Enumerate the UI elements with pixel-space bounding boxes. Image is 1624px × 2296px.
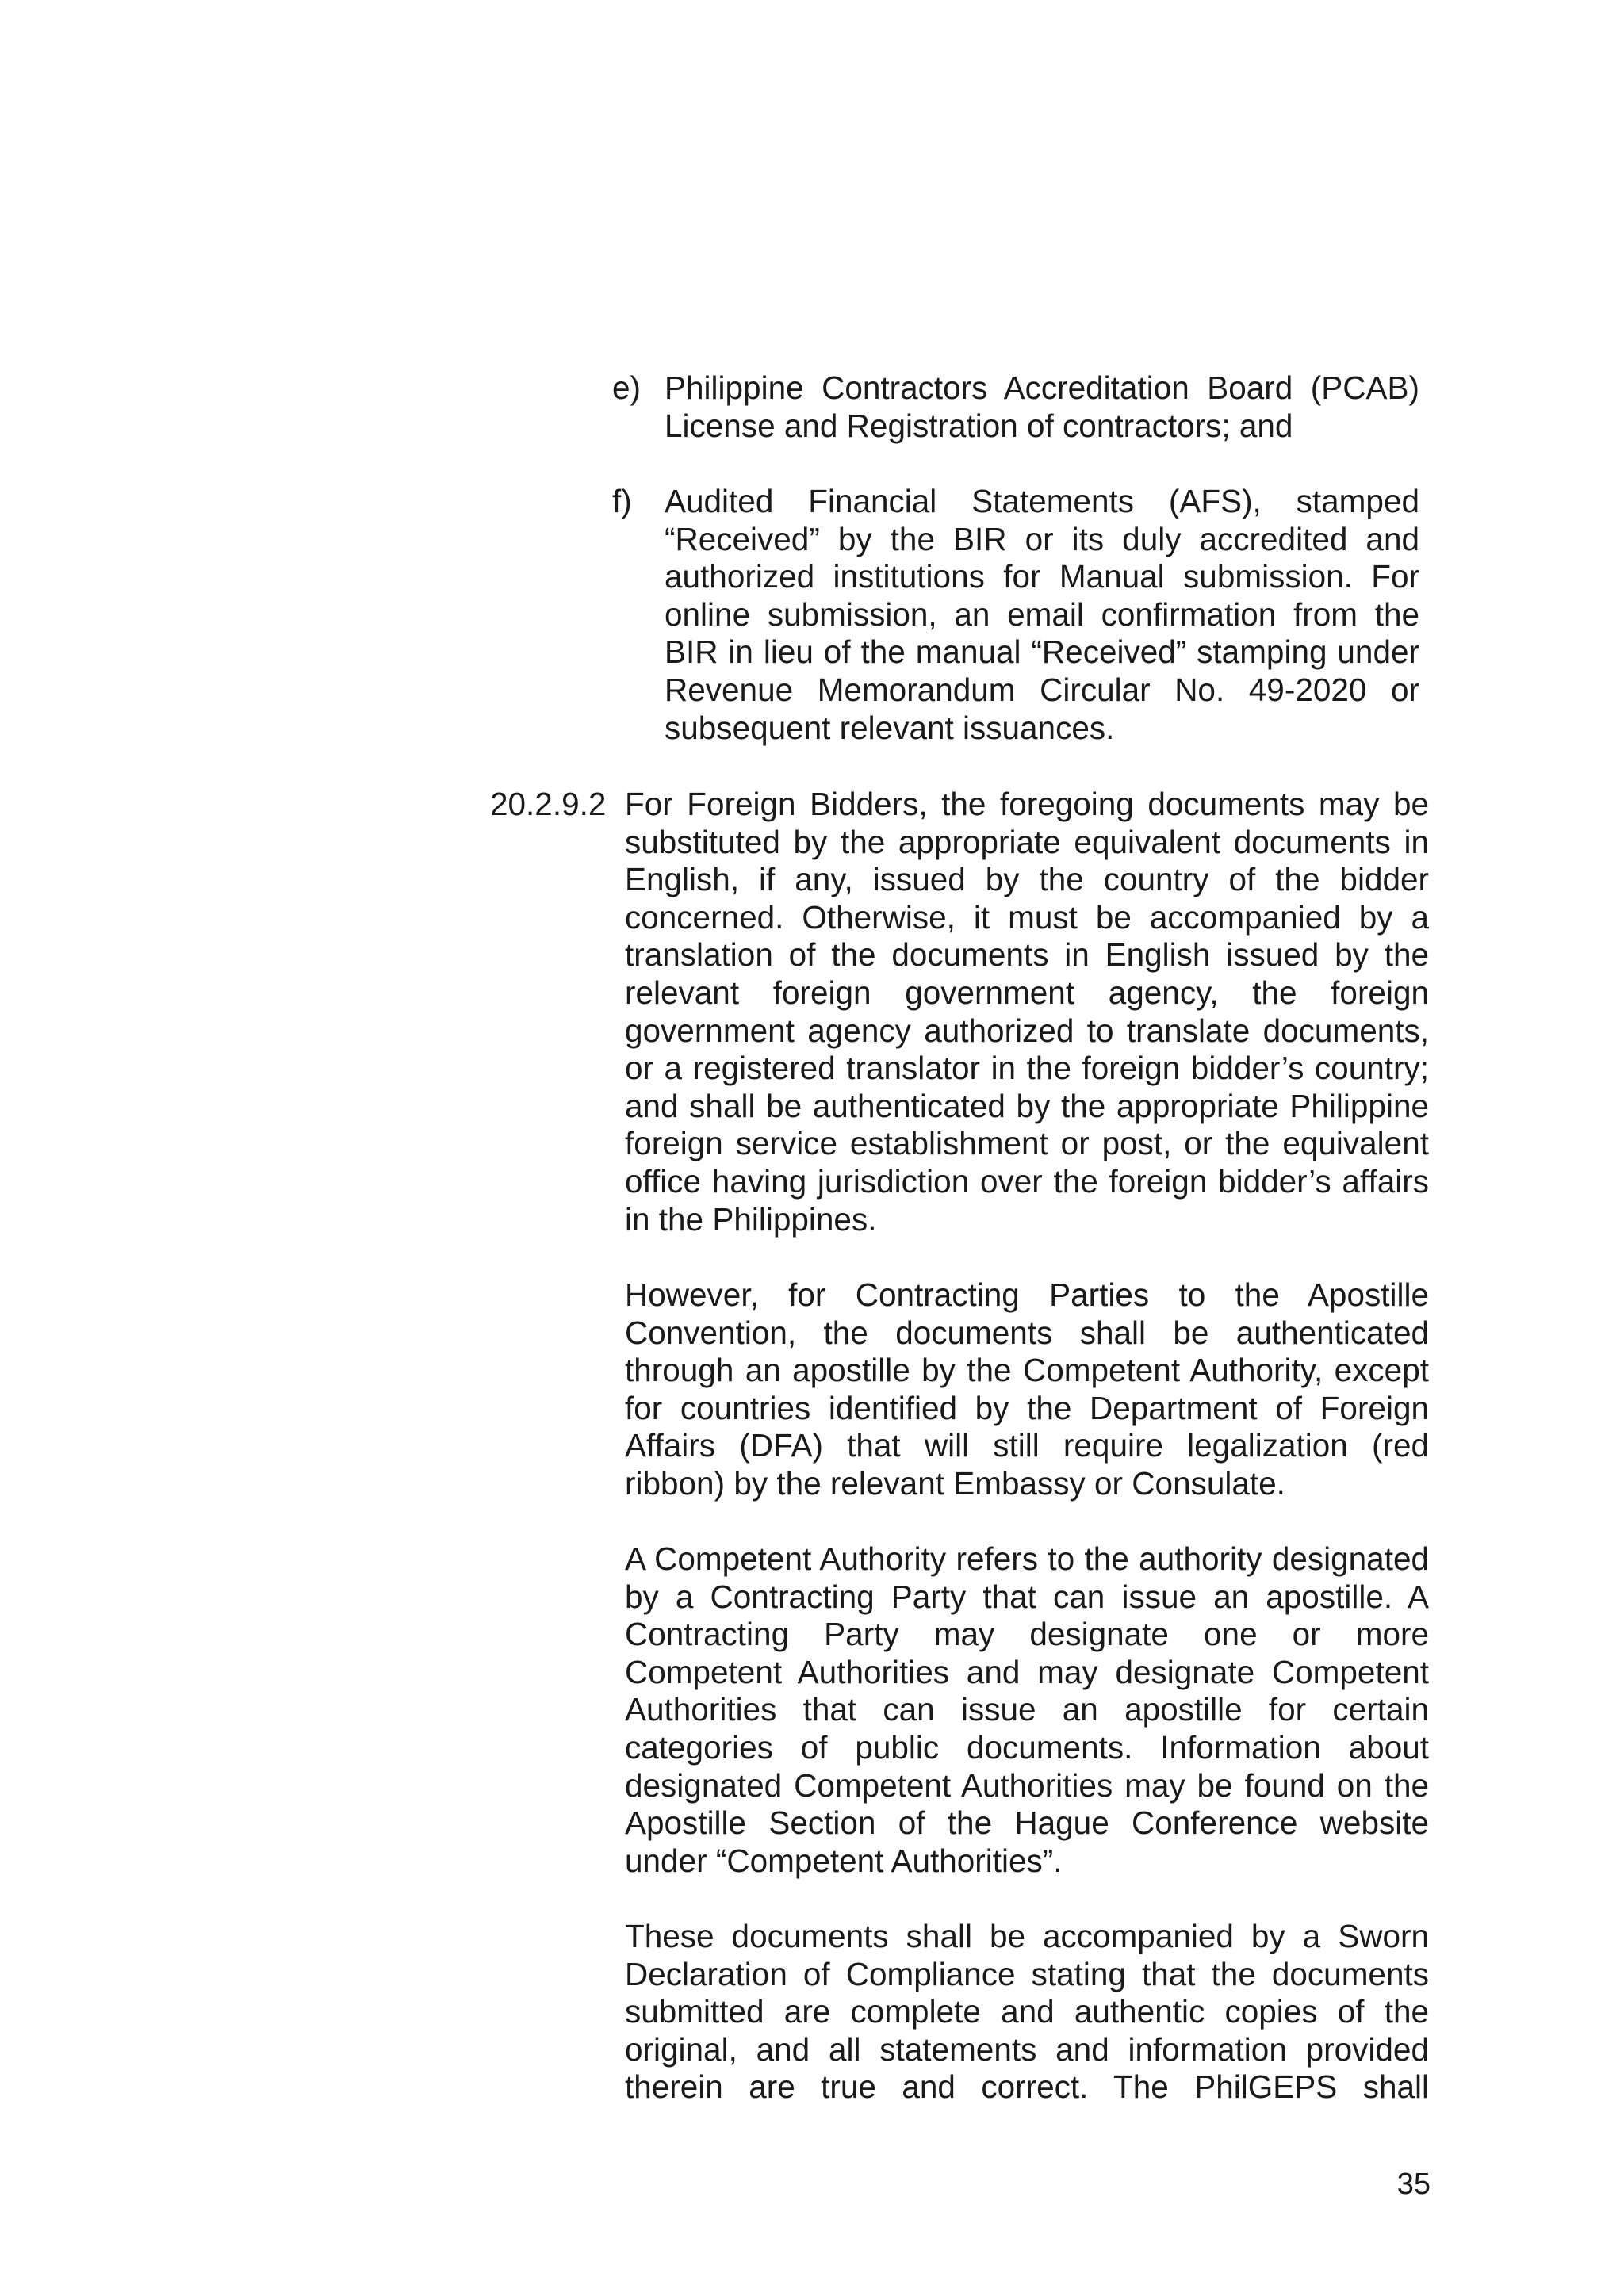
list-item-f-text: Audited Financial Statements (AFS), stamped “Received” by the BIR or its duly accredited and authorized institutions for Manual submission. For online submission, an email confirmation from the BIR in lieu of the manual “Received” stamping under Revenue Memorandum Circular No. 49-2020 or subsequent relevant issuances. xyxy=(665,483,1419,746)
page-number: 35 xyxy=(1396,2168,1431,2201)
list-item-e-label: e) xyxy=(612,369,642,406)
list-item-f-label: f) xyxy=(612,483,632,519)
section-paragraph-1: For Foreign Bidders, the foregoing documents may be substituted by the appropriate equivalent documents in English, if any, issued by the country of the bidder concerned. Otherwise, it must be accompanied by a translation of the documents in English issued by the relevant foreign government agency, the foreign government agency authorized to translate documents, or a registered translator in the foreign bidder’s country; and shall be authenticated by the appropriate Philippine foreign service establishment or post, or the equivalent office having jurisdiction over the foreign bidder’s affairs in the Philippines. xyxy=(625,786,1429,1238)
section-paragraph-3: A Competent Authority refers to the authority designated by a Contracting Party that can issue an apostille. A Contracting Party may designate one or more Competent Authorities and may designate Competent Authorities that can issue an apostille for certain categories of public documents. Information about designated Competent Authorities may be found on the Apostille Section of the Hague Conference website under “Competent Authorities”. xyxy=(625,1540,1429,1879)
section-paragraph-4: These documents shall be accompanied by a Sworn Declaration of Compliance stating that the documents submitted are complete and authentic copies of the original, and all statements and information provided therein are true and correct. The PhilGEPS shall xyxy=(625,1918,1429,2106)
list-item-e-text: Philippine Contractors Accreditation Board (PCAB) License and Registration of contractors; and xyxy=(665,369,1419,444)
section-paragraph-2: However, for Contracting Parties to the Apostille Convention, the documents shall be authenticated through an apostille by the Competent Authority, except for countries identified by the Department of Foreign Affairs (DFA) that will still require legalization (red ribbon) by the relevant Embassy or Consulate. xyxy=(625,1276,1429,1502)
section-number: 20.2.9.2 xyxy=(490,786,607,822)
